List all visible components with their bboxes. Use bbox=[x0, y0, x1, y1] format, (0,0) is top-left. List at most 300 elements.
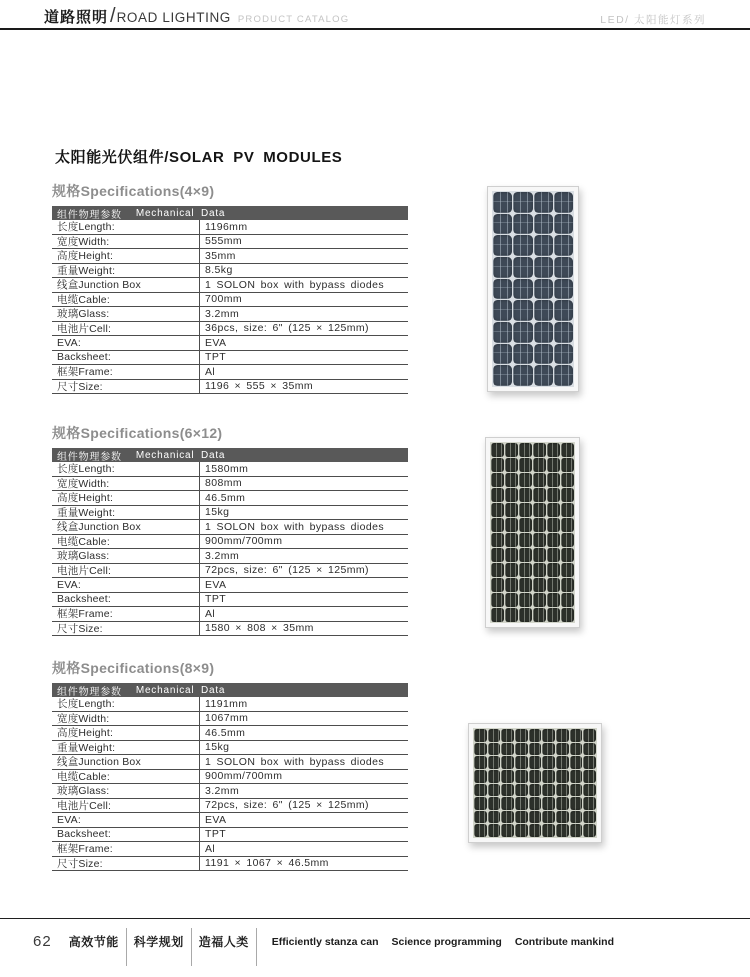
row-value: Al bbox=[205, 365, 216, 378]
solar-cell bbox=[534, 365, 553, 386]
solar-cell bbox=[515, 756, 528, 769]
solar-cell bbox=[561, 503, 574, 517]
table-row bbox=[52, 726, 408, 741]
row-label: 电池片Cell: bbox=[52, 799, 200, 813]
solar-cell bbox=[519, 458, 532, 472]
row-label: 电池片Cell: bbox=[52, 564, 200, 578]
solar-cell bbox=[529, 729, 542, 742]
solar-cell bbox=[534, 279, 553, 300]
solar-cell bbox=[513, 300, 532, 321]
solar-cell bbox=[474, 811, 487, 824]
solar-cell bbox=[491, 548, 504, 562]
solar-cell bbox=[570, 824, 583, 837]
row-value: 1 SOLON box with bypass diodes bbox=[205, 755, 384, 768]
section-title: 规格Specifications(8×9) bbox=[52, 660, 215, 676]
row-value: 72pcs, size: 6" (125 × 125mm) bbox=[205, 564, 369, 577]
table-body bbox=[52, 697, 408, 871]
table-row bbox=[52, 770, 408, 785]
solar-cell bbox=[556, 743, 569, 756]
table-row bbox=[52, 799, 408, 814]
solar-cell bbox=[474, 729, 487, 742]
row-value: Al bbox=[205, 607, 216, 620]
solar-cell bbox=[513, 214, 532, 235]
solar-cell bbox=[583, 743, 596, 756]
table-row bbox=[52, 712, 408, 727]
table-header-cn: 组件物理参数 bbox=[57, 451, 122, 463]
row-label: EVA: bbox=[52, 813, 200, 827]
solar-cell bbox=[533, 458, 546, 472]
solar-cell bbox=[491, 443, 504, 457]
solar-cell bbox=[491, 488, 504, 502]
solar-cell bbox=[501, 824, 514, 837]
solar-cell bbox=[491, 593, 504, 607]
solar-cell bbox=[542, 824, 555, 837]
solar-panel-8x9 bbox=[468, 723, 602, 843]
solar-cell bbox=[501, 784, 514, 797]
solar-cell bbox=[505, 563, 518, 577]
table-row bbox=[52, 828, 408, 843]
solar-cell bbox=[561, 608, 574, 622]
solar-cell bbox=[474, 770, 487, 783]
row-value: 8.5kg bbox=[205, 264, 233, 277]
solar-cell bbox=[493, 300, 512, 321]
solar-cell bbox=[513, 257, 532, 278]
solar-cell bbox=[513, 322, 532, 343]
solar-cell bbox=[570, 784, 583, 797]
solar-cell bbox=[534, 300, 553, 321]
solar-cell bbox=[491, 458, 504, 472]
table-row bbox=[52, 462, 408, 477]
solar-cell bbox=[529, 784, 542, 797]
row-value: 900mm/700mm bbox=[205, 770, 283, 783]
solar-cell bbox=[488, 784, 501, 797]
row-value: EVA bbox=[205, 813, 227, 826]
solar-cell bbox=[533, 533, 546, 547]
solar-cell bbox=[561, 563, 574, 577]
solar-cell bbox=[529, 811, 542, 824]
table-row bbox=[52, 784, 408, 799]
row-value: 1067mm bbox=[205, 712, 249, 725]
row-label: 长度Length: bbox=[52, 220, 200, 234]
footer-slogan-en: Efficiently stanza can bbox=[271, 936, 379, 948]
row-value: EVA bbox=[205, 336, 227, 349]
solar-panel-6x12 bbox=[485, 437, 580, 628]
table-header-en: Mechanical Data bbox=[135, 449, 226, 461]
solar-cell bbox=[556, 784, 569, 797]
solar-cell bbox=[501, 729, 514, 742]
solar-cell bbox=[493, 214, 512, 235]
row-value: 35mm bbox=[205, 249, 236, 262]
row-label: 线盒Junction Box bbox=[52, 755, 200, 769]
solar-cell bbox=[533, 473, 546, 487]
solar-cell bbox=[533, 578, 546, 592]
solar-cell bbox=[505, 548, 518, 562]
solar-cell bbox=[561, 473, 574, 487]
row-value: TPT bbox=[205, 351, 227, 364]
solar-cell bbox=[515, 743, 528, 756]
solar-cell bbox=[519, 548, 532, 562]
solar-cell bbox=[561, 458, 574, 472]
solar-cell bbox=[554, 344, 573, 365]
footer-slogan-en: Contribute mankind bbox=[514, 936, 614, 948]
row-label: 高度Height: bbox=[52, 491, 200, 505]
table-row bbox=[52, 249, 408, 264]
table-header-bar bbox=[52, 448, 408, 462]
table-row bbox=[52, 842, 408, 857]
table-header-cn: 组件物理参数 bbox=[57, 686, 122, 698]
row-value: 1196mm bbox=[205, 220, 248, 233]
solar-cell bbox=[583, 756, 596, 769]
footer bbox=[33, 928, 614, 966]
solar-cell bbox=[542, 770, 555, 783]
table-row bbox=[52, 578, 408, 593]
table-row bbox=[52, 755, 408, 770]
solar-cell bbox=[554, 257, 573, 278]
row-value: 1196 × 555 × 35mm bbox=[205, 380, 314, 393]
solar-cell bbox=[493, 257, 512, 278]
solar-cell bbox=[547, 533, 560, 547]
solar-cell bbox=[491, 563, 504, 577]
row-label: 重量Weight: bbox=[52, 741, 200, 755]
row-value: 3.2mm bbox=[205, 307, 240, 320]
solar-cell bbox=[556, 797, 569, 810]
row-value: 15kg bbox=[205, 506, 230, 519]
solar-cell bbox=[570, 797, 583, 810]
solar-cell bbox=[561, 578, 574, 592]
solar-cell bbox=[493, 365, 512, 386]
row-label: 玻璃Glass: bbox=[52, 549, 200, 563]
solar-cell bbox=[561, 533, 574, 547]
row-label: 长度Length: bbox=[52, 462, 200, 476]
solar-cell bbox=[474, 797, 487, 810]
solar-cell bbox=[505, 443, 518, 457]
solar-cell bbox=[513, 279, 532, 300]
solar-cell bbox=[533, 548, 546, 562]
row-value: 15kg bbox=[205, 741, 230, 754]
solar-cell bbox=[534, 192, 553, 213]
solar-cell bbox=[533, 563, 546, 577]
spec-table bbox=[52, 206, 408, 394]
row-label: 电池片Cell: bbox=[52, 322, 200, 336]
solar-cell bbox=[561, 593, 574, 607]
solar-cell bbox=[542, 784, 555, 797]
row-label: EVA: bbox=[52, 578, 200, 592]
solar-cell bbox=[583, 824, 596, 837]
row-label: 框架Frame: bbox=[52, 607, 200, 621]
solar-cell bbox=[554, 365, 573, 386]
row-value: 72pcs, size: 6" (125 × 125mm) bbox=[205, 799, 369, 812]
spec-table bbox=[52, 448, 408, 636]
table-header-bar bbox=[52, 683, 408, 697]
solar-cell bbox=[491, 533, 504, 547]
solar-cell bbox=[513, 365, 532, 386]
page-title: 太阳能光伏组件/SOLAR PV MODULES bbox=[55, 149, 343, 166]
spec-section bbox=[52, 426, 408, 636]
table-row bbox=[52, 506, 408, 521]
row-value: 1 SOLON box with bypass diodes bbox=[205, 278, 384, 291]
table-row bbox=[52, 293, 408, 308]
footer-slogan-cn: 高效节能 bbox=[68, 935, 119, 949]
solar-cell bbox=[474, 824, 487, 837]
table-row bbox=[52, 365, 408, 380]
row-value: 1191 × 1067 × 46.5mm bbox=[205, 857, 329, 870]
solar-cell bbox=[561, 488, 574, 502]
solar-cell bbox=[583, 811, 596, 824]
row-label: 重量Weight: bbox=[52, 264, 200, 278]
page-number: 62 bbox=[33, 933, 52, 950]
row-label: 玻璃Glass: bbox=[52, 307, 200, 321]
catalog-label: PRODUCT CATALOG bbox=[237, 14, 350, 25]
footer-rule bbox=[0, 918, 750, 919]
solar-cell bbox=[491, 578, 504, 592]
solar-cell bbox=[570, 743, 583, 756]
solar-cell bbox=[505, 608, 518, 622]
row-value: 46.5mm bbox=[205, 491, 246, 504]
solar-cell bbox=[561, 548, 574, 562]
footer-divider bbox=[256, 928, 257, 966]
solar-cell bbox=[533, 488, 546, 502]
solar-cell bbox=[556, 811, 569, 824]
solar-cell bbox=[547, 548, 560, 562]
row-label: 尺寸Size: bbox=[52, 622, 200, 636]
solar-cells-grid bbox=[473, 728, 597, 838]
solar-cells-grid bbox=[490, 442, 575, 623]
row-value: 1191mm bbox=[205, 697, 248, 710]
table-row bbox=[52, 593, 408, 608]
solar-cell bbox=[515, 811, 528, 824]
solar-cell bbox=[519, 563, 532, 577]
solar-cell bbox=[547, 443, 560, 457]
row-value: Al bbox=[205, 842, 216, 855]
table-row bbox=[52, 322, 408, 337]
solar-cell bbox=[533, 443, 546, 457]
spec-section bbox=[52, 184, 408, 394]
row-value: 3.2mm bbox=[205, 784, 240, 797]
solar-cell bbox=[547, 593, 560, 607]
solar-cell bbox=[533, 518, 546, 532]
table-row bbox=[52, 549, 408, 564]
solar-cell bbox=[570, 756, 583, 769]
solar-cell bbox=[519, 473, 532, 487]
solar-cell bbox=[529, 770, 542, 783]
solar-cell bbox=[488, 824, 501, 837]
row-value: 900mm/700mm bbox=[205, 535, 283, 548]
row-label: 尺寸Size: bbox=[52, 380, 200, 394]
solar-cell bbox=[488, 811, 501, 824]
solar-cell bbox=[533, 608, 546, 622]
row-label: 高度Height: bbox=[52, 249, 200, 263]
solar-panel-4x9 bbox=[487, 186, 579, 392]
solar-cell bbox=[491, 473, 504, 487]
table-row bbox=[52, 697, 408, 712]
table-row bbox=[52, 307, 408, 322]
solar-cell bbox=[519, 518, 532, 532]
footer-slogan-en: Science programming bbox=[391, 936, 502, 948]
solar-cell bbox=[513, 192, 532, 213]
table-header-bar bbox=[52, 206, 408, 220]
row-label: 电缆Cable: bbox=[52, 535, 200, 549]
solar-cell bbox=[493, 322, 512, 343]
row-label: Backsheet: bbox=[52, 593, 200, 607]
solar-cell bbox=[547, 578, 560, 592]
solar-cell bbox=[501, 743, 514, 756]
row-label: 长度Length: bbox=[52, 697, 200, 711]
solar-cell bbox=[534, 257, 553, 278]
solar-cell bbox=[561, 518, 574, 532]
row-value: TPT bbox=[205, 828, 227, 841]
solar-cell bbox=[474, 743, 487, 756]
spec-section bbox=[52, 661, 408, 871]
solar-cell bbox=[519, 593, 532, 607]
series-label: LED/ 太阳能灯系列 bbox=[600, 14, 706, 26]
row-label: 电缆Cable: bbox=[52, 770, 200, 784]
table-row bbox=[52, 264, 408, 279]
table-row bbox=[52, 278, 408, 293]
solar-cell bbox=[519, 533, 532, 547]
solar-cell bbox=[513, 344, 532, 365]
solar-cell bbox=[505, 473, 518, 487]
table-row bbox=[52, 220, 408, 235]
solar-cell bbox=[488, 797, 501, 810]
row-label: 框架Frame: bbox=[52, 842, 200, 856]
row-label: 线盒Junction Box bbox=[52, 520, 200, 534]
solar-cell bbox=[515, 797, 528, 810]
solar-cell bbox=[554, 300, 573, 321]
row-label: Backsheet: bbox=[52, 351, 200, 365]
solar-cell bbox=[556, 824, 569, 837]
row-label: 框架Frame: bbox=[52, 365, 200, 379]
brand-en-label: ROAD LIGHTING bbox=[116, 10, 231, 25]
solar-cell bbox=[515, 784, 528, 797]
solar-cell bbox=[491, 608, 504, 622]
row-label: 宽度Width: bbox=[52, 477, 200, 491]
table-row bbox=[52, 351, 408, 366]
solar-cell bbox=[501, 797, 514, 810]
solar-cell bbox=[547, 473, 560, 487]
solar-cell bbox=[583, 729, 596, 742]
slogans-en bbox=[272, 928, 614, 948]
solar-cell bbox=[561, 443, 574, 457]
solar-cell bbox=[501, 811, 514, 824]
solar-cell bbox=[505, 578, 518, 592]
table-row bbox=[52, 622, 408, 637]
table-row bbox=[52, 491, 408, 506]
table-header-cn: 组件物理参数 bbox=[57, 209, 122, 221]
row-value: 808mm bbox=[205, 477, 243, 490]
solar-cell bbox=[505, 518, 518, 532]
solar-cell bbox=[570, 811, 583, 824]
solar-cell bbox=[533, 503, 546, 517]
solar-cell bbox=[554, 235, 573, 256]
solar-cell bbox=[547, 563, 560, 577]
solar-cell bbox=[547, 458, 560, 472]
solar-cell bbox=[554, 322, 573, 343]
row-label: 重量Weight: bbox=[52, 506, 200, 520]
solar-cell bbox=[488, 756, 501, 769]
table-row bbox=[52, 477, 408, 492]
solar-cell bbox=[554, 214, 573, 235]
solar-cell bbox=[488, 743, 501, 756]
table-row bbox=[52, 235, 408, 250]
header-rule bbox=[0, 28, 750, 30]
solar-cell bbox=[493, 344, 512, 365]
solar-cell bbox=[529, 756, 542, 769]
row-value: 700mm bbox=[205, 293, 243, 306]
solar-cell bbox=[556, 729, 569, 742]
solar-cell bbox=[542, 756, 555, 769]
solar-cell bbox=[505, 458, 518, 472]
solar-cell bbox=[491, 503, 504, 517]
row-label: 宽度Width: bbox=[52, 712, 200, 726]
table-row bbox=[52, 607, 408, 622]
row-value: 46.5mm bbox=[205, 726, 246, 739]
solar-cells-grid bbox=[492, 191, 574, 387]
section-title: 规格Specifications(4×9) bbox=[52, 183, 215, 199]
solar-cell bbox=[505, 593, 518, 607]
table-row bbox=[52, 336, 408, 351]
solar-cell bbox=[488, 729, 501, 742]
table-row bbox=[52, 564, 408, 579]
table-row bbox=[52, 520, 408, 535]
solar-cell bbox=[529, 743, 542, 756]
solar-cell bbox=[513, 235, 532, 256]
solar-cell bbox=[474, 784, 487, 797]
solar-cell bbox=[493, 279, 512, 300]
solar-cell bbox=[505, 533, 518, 547]
row-label: 尺寸Size: bbox=[52, 857, 200, 871]
solar-cell bbox=[519, 488, 532, 502]
row-value: 1 SOLON box with bypass diodes bbox=[205, 520, 384, 533]
solar-cell bbox=[534, 214, 553, 235]
row-value: TPT bbox=[205, 593, 227, 606]
solar-cell bbox=[542, 797, 555, 810]
solar-cell bbox=[570, 770, 583, 783]
solar-cell bbox=[554, 279, 573, 300]
table-row bbox=[52, 857, 408, 872]
solar-cell bbox=[547, 518, 560, 532]
solar-cell bbox=[583, 797, 596, 810]
solar-cell bbox=[519, 578, 532, 592]
solar-cell bbox=[515, 770, 528, 783]
brand-slash: / bbox=[110, 5, 116, 27]
solar-cell bbox=[491, 518, 504, 532]
row-label: 玻璃Glass: bbox=[52, 784, 200, 798]
solar-cell bbox=[519, 608, 532, 622]
slogan-group bbox=[62, 928, 257, 966]
solar-cell bbox=[533, 593, 546, 607]
solar-cell bbox=[547, 488, 560, 502]
solar-cell bbox=[556, 756, 569, 769]
table-row bbox=[52, 813, 408, 828]
solar-cell bbox=[542, 743, 555, 756]
solar-cell bbox=[515, 729, 528, 742]
row-label: Backsheet: bbox=[52, 828, 200, 842]
solar-cell bbox=[547, 503, 560, 517]
row-label: 高度Height: bbox=[52, 726, 200, 740]
solar-cell bbox=[547, 608, 560, 622]
solar-cell bbox=[534, 344, 553, 365]
table-header-en: Mechanical Data bbox=[135, 684, 226, 696]
brand-cn-label: 道路照明 bbox=[44, 9, 109, 26]
table-header-en: Mechanical Data bbox=[135, 207, 226, 219]
solar-cell bbox=[501, 770, 514, 783]
solar-cell bbox=[519, 503, 532, 517]
solar-cell bbox=[554, 192, 573, 213]
solar-cell bbox=[556, 770, 569, 783]
solar-cell bbox=[583, 770, 596, 783]
footer-slogan-cn: 造福人类 bbox=[198, 935, 249, 949]
solar-cell bbox=[534, 322, 553, 343]
